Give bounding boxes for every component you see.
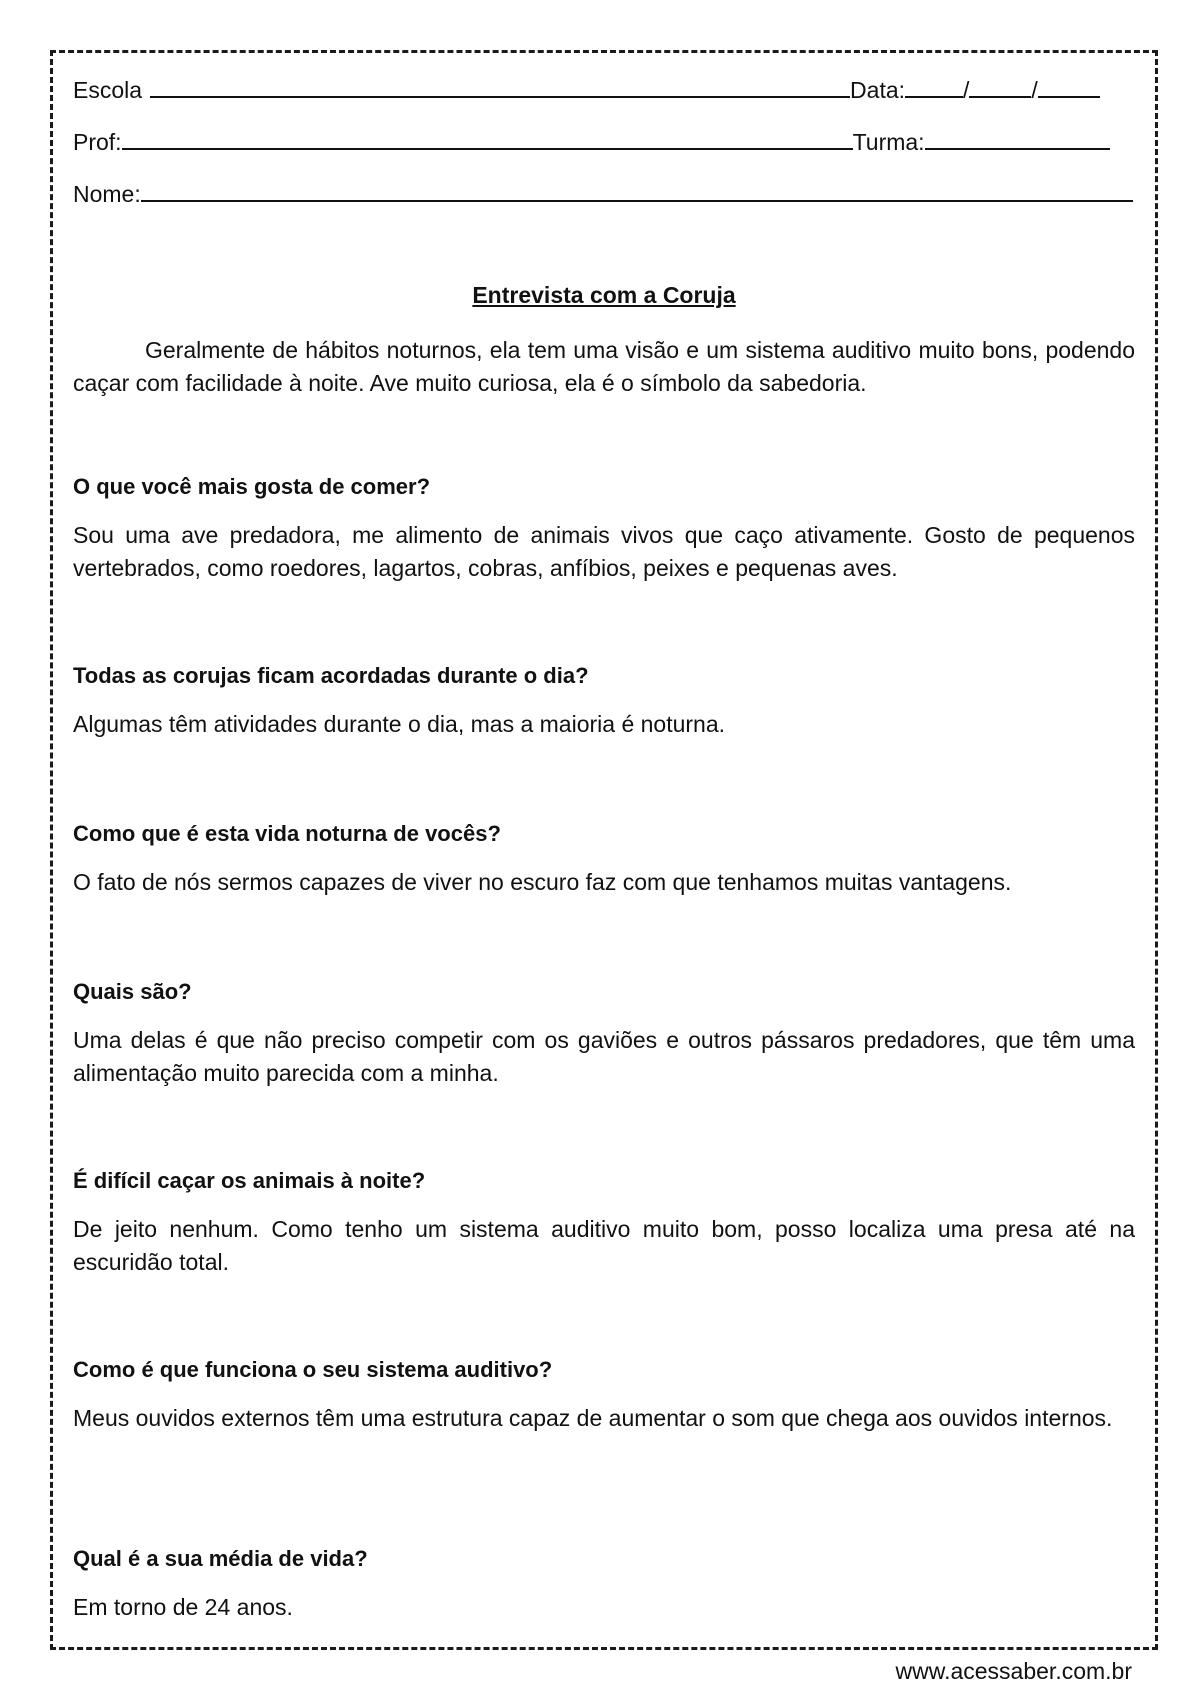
school-label: Escola — [73, 77, 143, 103]
date-separator: / — [963, 77, 970, 103]
question: Como que é esta vida noturna de vocês? — [73, 821, 501, 846]
answer: Meus ouvidos externos têm uma estrutura capaz de aumentar o som que chega aos ouvidos internos. — [73, 1405, 1113, 1431]
date-separator: / — [1031, 77, 1038, 103]
date-label: Data: — [850, 77, 906, 103]
teacher-row — [73, 126, 1135, 156]
teacher-field[interactable] — [122, 126, 853, 150]
answer: Em torno de 24 anos. — [73, 1594, 293, 1620]
question: Como é que funciona o seu sistema auditivo? — [73, 1357, 553, 1382]
name-row — [73, 178, 1135, 208]
date-day-field[interactable] — [905, 74, 963, 98]
class-label: Turma: — [852, 129, 925, 155]
question: Todas as corujas ficam acordadas durante o dia? — [73, 663, 589, 688]
class-field[interactable] — [925, 126, 1110, 150]
question: Qual é a sua média de vida? — [73, 1546, 368, 1571]
date-month-field[interactable] — [969, 74, 1031, 98]
date-year-field[interactable] — [1038, 74, 1100, 98]
question: Quais são? — [73, 979, 192, 1004]
answer: Algumas têm atividades durante o dia, mas a maioria é noturna. — [73, 711, 726, 737]
page-title: Entrevista com a Coruja — [472, 282, 736, 308]
name-label: Nome: — [73, 181, 141, 207]
school-field[interactable] — [150, 74, 850, 98]
school-row — [73, 74, 1135, 104]
intro-paragraph: Geralmente de hábitos noturnos, ela tem uma visão e um sistema auditivo muito bons, podendo caçar com facilidade à noite. Ave muito curiosa, ela é o símbolo da sabedoria. — [73, 337, 1135, 396]
answer: Sou uma ave predadora, me alimento de animais vivos que caço ativamente. Gosto de pequenos vertebrados, como roedores, lagartos, cobras, anfíbios, peixes e pequenas aves. — [73, 522, 1135, 581]
question: É difícil caçar os animais à noite? — [73, 1168, 426, 1193]
answer: De jeito nenhum. Como tenho um sistema auditivo muito bom, posso localiza uma presa até na escuridão total. — [73, 1216, 1135, 1275]
teacher-label: Prof: — [73, 129, 122, 155]
question: O que você mais gosta de comer? — [73, 474, 431, 499]
answer: Uma delas é que não preciso competir com os gaviões e outros pássaros predadores, que têm uma alimentação muito parecida com a minha. — [73, 1027, 1135, 1086]
footer-website: www.acessaber.com.br — [895, 1658, 1132, 1684]
name-field[interactable] — [141, 178, 1133, 202]
answer: O fato de nós sermos capazes de viver no escuro faz com que tenhamos muitas vantagens. — [73, 869, 1012, 895]
